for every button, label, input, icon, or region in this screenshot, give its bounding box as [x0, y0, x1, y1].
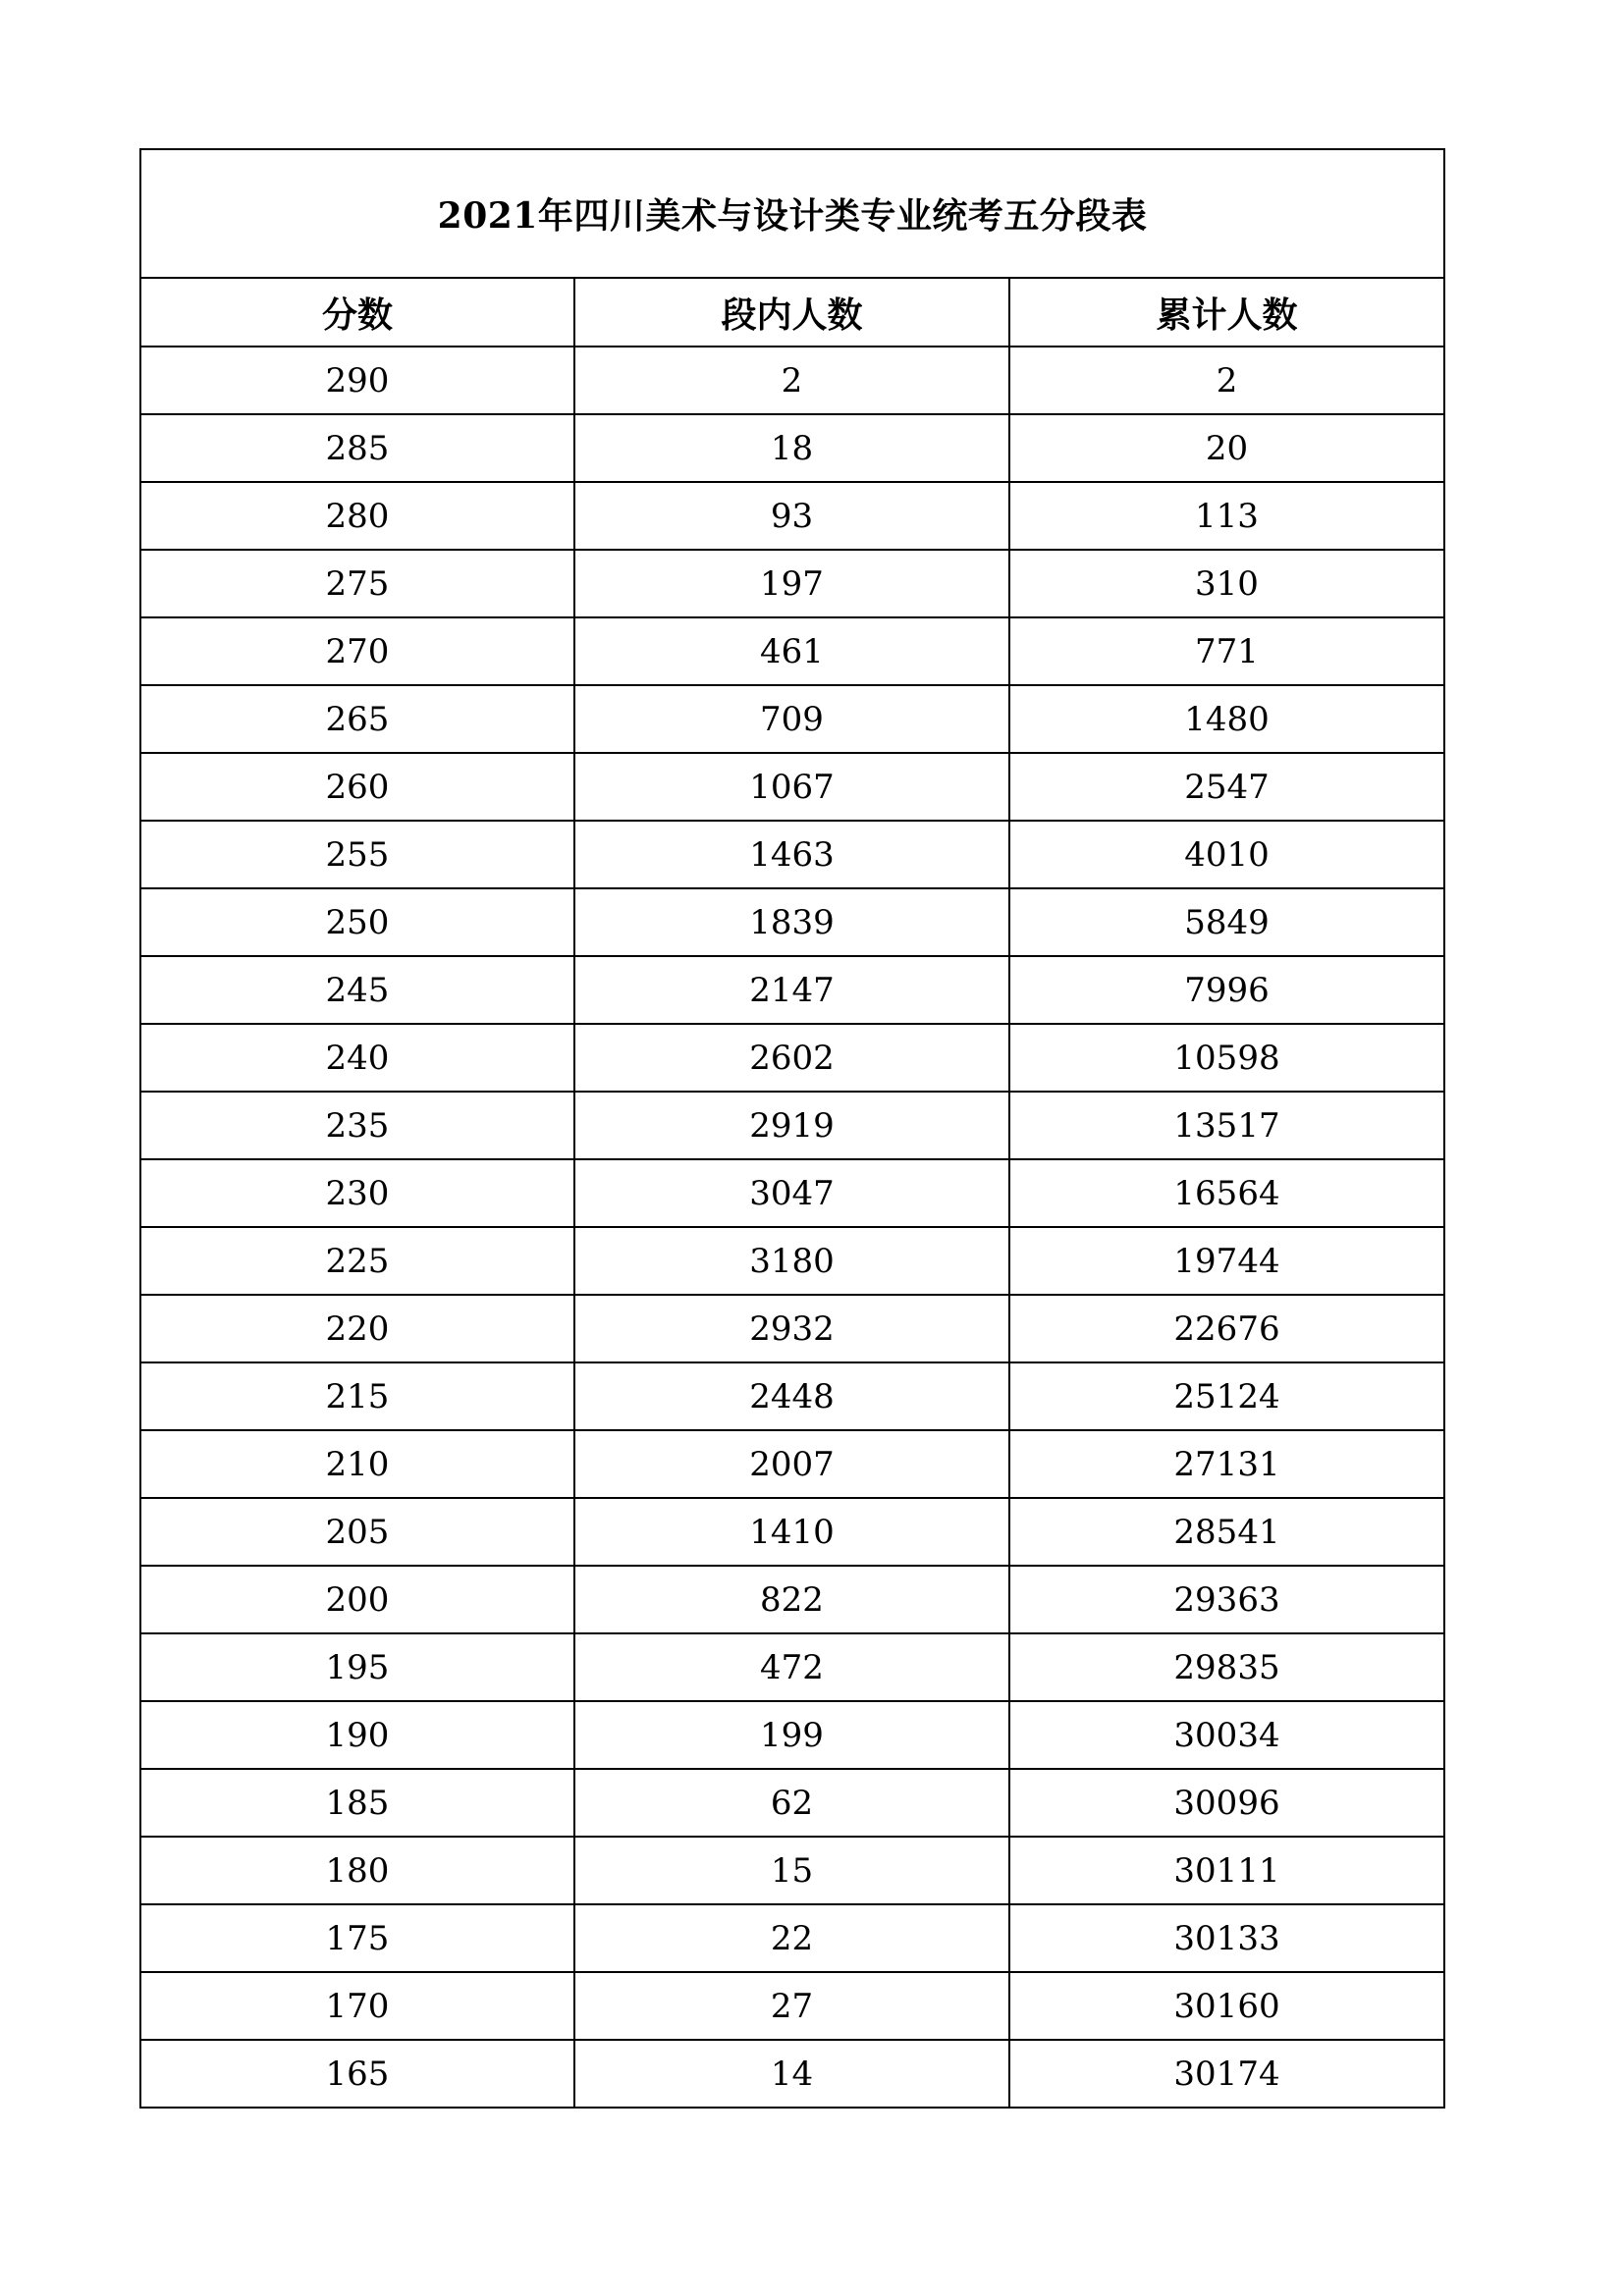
segment-count-cell: 62 — [574, 1769, 1009, 1837]
segment-count-cell: 18 — [574, 414, 1009, 482]
cumulative-count-cell: 30174 — [1009, 2040, 1444, 2108]
column-header-segment-count: 段内人数 — [574, 278, 1009, 347]
segment-count-cell: 2919 — [574, 1092, 1009, 1159]
segment-count-cell: 472 — [574, 1633, 1009, 1701]
score-cell: 285 — [140, 414, 574, 482]
score-cell: 190 — [140, 1701, 574, 1769]
cumulative-count-cell: 30034 — [1009, 1701, 1444, 1769]
table-row — [140, 550, 1444, 617]
cumulative-count-cell: 16564 — [1009, 1159, 1444, 1227]
segment-count-cell: 822 — [574, 1566, 1009, 1633]
score-cell: 195 — [140, 1633, 574, 1701]
table-row — [140, 1092, 1444, 1159]
table-row — [140, 753, 1444, 821]
cumulative-count-cell: 13517 — [1009, 1092, 1444, 1159]
score-cell: 220 — [140, 1295, 574, 1362]
cumulative-count-cell: 5849 — [1009, 888, 1444, 956]
score-cell: 270 — [140, 617, 574, 685]
segment-count-cell: 3047 — [574, 1159, 1009, 1227]
score-cell: 170 — [140, 1972, 574, 2040]
cumulative-count-cell: 310 — [1009, 550, 1444, 617]
table-row — [140, 1227, 1444, 1295]
segment-count-cell: 1839 — [574, 888, 1009, 956]
segment-count-cell: 2448 — [574, 1362, 1009, 1430]
table-title: 2021年四川美术与设计类专业统考五分段表 — [140, 149, 1444, 278]
table-row — [140, 1904, 1444, 1972]
table-row — [140, 1566, 1444, 1633]
score-cell: 210 — [140, 1430, 574, 1498]
segment-count-cell: 199 — [574, 1701, 1009, 1769]
segment-count-cell: 197 — [574, 550, 1009, 617]
score-cell: 205 — [140, 1498, 574, 1566]
cumulative-count-cell: 22676 — [1009, 1295, 1444, 1362]
score-cell: 250 — [140, 888, 574, 956]
segment-count-cell: 14 — [574, 2040, 1009, 2108]
table-row — [140, 347, 1444, 414]
table-row — [140, 956, 1444, 1024]
score-cell: 230 — [140, 1159, 574, 1227]
table-body — [140, 347, 1444, 2108]
table-row — [140, 1362, 1444, 1430]
table-row — [140, 685, 1444, 753]
score-cell: 255 — [140, 821, 574, 888]
segment-count-cell: 1410 — [574, 1498, 1009, 1566]
table-row — [140, 482, 1444, 550]
cumulative-count-cell: 2 — [1009, 347, 1444, 414]
cumulative-count-cell: 29363 — [1009, 1566, 1444, 1633]
segment-count-cell: 2602 — [574, 1024, 1009, 1092]
segment-count-cell: 15 — [574, 1837, 1009, 1904]
score-cell: 260 — [140, 753, 574, 821]
column-header-score: 分数 — [140, 278, 574, 347]
score-cell: 235 — [140, 1092, 574, 1159]
table-row — [140, 1701, 1444, 1769]
table-row — [140, 821, 1444, 888]
cumulative-count-cell: 1480 — [1009, 685, 1444, 753]
column-header-cumulative-count: 累计人数 — [1009, 278, 1444, 347]
table-row — [140, 1430, 1444, 1498]
table-row — [140, 617, 1444, 685]
score-cell: 245 — [140, 956, 574, 1024]
segment-count-cell: 1067 — [574, 753, 1009, 821]
score-cell: 265 — [140, 685, 574, 753]
table-row — [140, 1024, 1444, 1092]
cumulative-count-cell: 30111 — [1009, 1837, 1444, 1904]
table-title-row — [140, 149, 1444, 278]
segment-count-cell: 27 — [574, 1972, 1009, 2040]
cumulative-count-cell: 4010 — [1009, 821, 1444, 888]
cumulative-count-cell: 29835 — [1009, 1633, 1444, 1701]
cumulative-count-cell: 25124 — [1009, 1362, 1444, 1430]
cumulative-count-cell: 30133 — [1009, 1904, 1444, 1972]
table-row — [140, 1633, 1444, 1701]
score-distribution-table — [139, 148, 1445, 2109]
segment-count-cell: 709 — [574, 685, 1009, 753]
segment-count-cell: 22 — [574, 1904, 1009, 1972]
segment-count-cell: 93 — [574, 482, 1009, 550]
segment-count-cell: 3180 — [574, 1227, 1009, 1295]
cumulative-count-cell: 113 — [1009, 482, 1444, 550]
score-cell: 200 — [140, 1566, 574, 1633]
table-row — [140, 1295, 1444, 1362]
score-cell: 175 — [140, 1904, 574, 1972]
segment-count-cell: 2932 — [574, 1295, 1009, 1362]
table-row — [140, 1159, 1444, 1227]
score-cell: 185 — [140, 1769, 574, 1837]
segment-count-cell: 2007 — [574, 1430, 1009, 1498]
segment-count-cell: 1463 — [574, 821, 1009, 888]
table-row — [140, 414, 1444, 482]
cumulative-count-cell: 27131 — [1009, 1430, 1444, 1498]
cumulative-count-cell: 7996 — [1009, 956, 1444, 1024]
cumulative-count-cell: 30160 — [1009, 1972, 1444, 2040]
score-cell: 215 — [140, 1362, 574, 1430]
cumulative-count-cell: 771 — [1009, 617, 1444, 685]
cumulative-count-cell: 30096 — [1009, 1769, 1444, 1837]
table-row — [140, 1769, 1444, 1837]
cumulative-count-cell: 20 — [1009, 414, 1444, 482]
score-cell: 225 — [140, 1227, 574, 1295]
segment-count-cell: 2147 — [574, 956, 1009, 1024]
score-cell: 240 — [140, 1024, 574, 1092]
score-cell: 275 — [140, 550, 574, 617]
score-cell: 290 — [140, 347, 574, 414]
table-row — [140, 1972, 1444, 2040]
table-row — [140, 2040, 1444, 2108]
table-row — [140, 1498, 1444, 1566]
cumulative-count-cell: 2547 — [1009, 753, 1444, 821]
table-row — [140, 1837, 1444, 1904]
cumulative-count-cell: 10598 — [1009, 1024, 1444, 1092]
table-header-row — [140, 278, 1444, 347]
score-cell: 180 — [140, 1837, 574, 1904]
cumulative-count-cell: 28541 — [1009, 1498, 1444, 1566]
score-cell: 280 — [140, 482, 574, 550]
score-cell: 165 — [140, 2040, 574, 2108]
segment-count-cell: 461 — [574, 617, 1009, 685]
segment-count-cell: 2 — [574, 347, 1009, 414]
cumulative-count-cell: 19744 — [1009, 1227, 1444, 1295]
table-row — [140, 888, 1444, 956]
